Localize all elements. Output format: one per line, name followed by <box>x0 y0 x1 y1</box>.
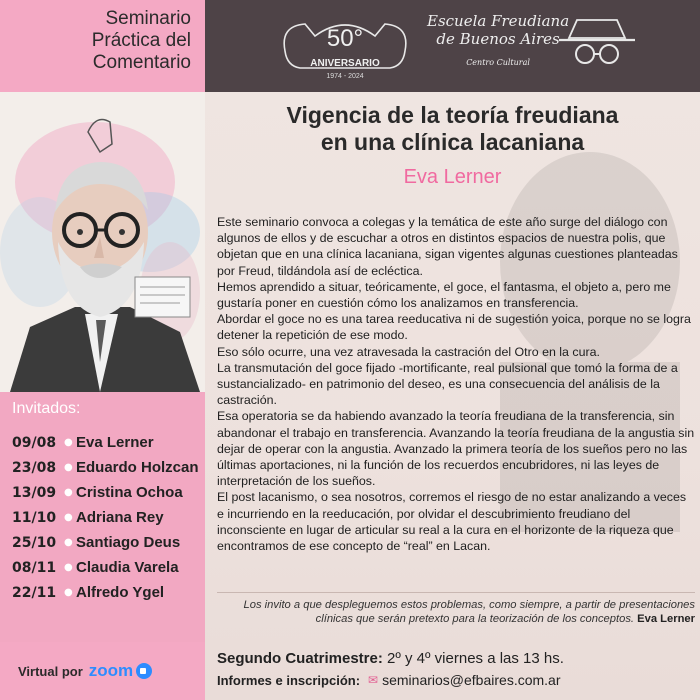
freud-portrait-illustration <box>0 92 205 392</box>
hat-glasses-icon <box>557 14 637 74</box>
seminar-title-line-3: Comentario <box>92 52 191 73</box>
divider <box>217 592 695 593</box>
guest-name: Santiago Deus <box>76 534 181 551</box>
guest-row <box>12 555 202 580</box>
paragraph: Esa operatoria se da habiendo avanzado la teoría freudiana de la transferencia, sin abandonar el trabajo en transferencia. Avanzando la teoría freudiana de la angustia sin dejar de operar con la angustia. Avanzado la primera teoría de los sueños pero no las últimas aportaciones, ni la función de los recuerdos encubridores, ni las leyes de interpretación de los sueños. <box>217 409 695 489</box>
author-name: Eva Lerner <box>403 166 502 188</box>
seminar-title-line-2: Práctica del <box>91 30 191 51</box>
anniversary-logo <box>275 6 415 86</box>
left-column <box>0 0 205 700</box>
guest-name: Eva Lerner <box>76 434 154 451</box>
mail-icon: ✉ <box>368 673 379 687</box>
guest-date: 22/11 <box>12 584 57 601</box>
school-line-2: de Buenos Aires <box>436 30 560 48</box>
paragraph: Este seminario convoca a colegas y la temática de este año surge del diálogo con algunos de ellos y de escuchar a otros en distintos espacios de nuestra polis, que objetan que en una clínica lacaniana, sigan vigentes algunas cuestiones planteadas por Freud, tildándola así de ecléctica. <box>217 215 678 278</box>
guest-name: Cristina Ochoa <box>76 484 183 501</box>
school-line-3: Centro Cultural <box>466 58 530 67</box>
anniversary-years: 1974 - 2024 <box>326 73 364 80</box>
seminar-title-line-1: Seminario <box>105 8 191 29</box>
paragraph: La transmutación del goce fijado -mortificante, real pulsional que tomó la forma de a sustancializado- en patrimonio del deseo, es una consecuencia del análisis de la castración. <box>217 360 678 408</box>
guest-date: 25/10 <box>12 534 57 551</box>
invite-signature: Eva Lerner <box>637 613 695 625</box>
guest-row <box>12 530 202 555</box>
guest-date: 23/08 <box>12 459 57 476</box>
paragraph: Hemos aprendido a situar, teóricamente, el goce, el fantasma, el objeto a, pero me gustaría poner en cuestión cómo los analizamos en transferencia. <box>217 279 671 311</box>
guests-title: Invitados: <box>12 400 81 417</box>
header-bar <box>205 0 700 92</box>
bullet-icon: ● <box>64 537 73 548</box>
inscription-info <box>217 672 695 688</box>
guest-name: Adriana Rey <box>76 509 164 526</box>
bullet-icon: ● <box>64 512 73 523</box>
bullet-icon: ● <box>64 487 73 498</box>
description-text <box>217 214 695 554</box>
semester-label: Segundo Cuatrimestre: <box>217 650 383 667</box>
title-line-2: en una clínica lacaniana <box>320 129 585 155</box>
guest-date: 09/08 <box>12 434 57 451</box>
guest-list <box>12 430 202 605</box>
semester-value: 2º y 4º viernes a las 13 hs. <box>387 650 564 667</box>
zoom-logo: zoom <box>88 661 134 680</box>
virtual-zoom-info <box>0 642 205 700</box>
guest-date: 13/09 <box>12 484 57 501</box>
guest-row <box>12 480 202 505</box>
guest-name: Alfredo Ygel <box>76 584 165 601</box>
paragraph: El post lacanismo, o sea nosotros, corremos el riesgo de no estar analizando a veces e incurriendo en la reeducación, por olvidar el descubrimiento freudiano del inconsciente en lugar de articular su real a la cura en el horizonte de la riqueza que encontramos de ese concepto de “real” en Lacan. <box>217 490 687 554</box>
paragraph: Eso sólo ocurre, una vez atravesada la castración del Otro en la cura. <box>217 344 600 359</box>
guests-panel <box>0 392 205 642</box>
guest-name: Eduardo Holzcan <box>76 459 199 476</box>
virtual-label: Virtual por <box>18 663 83 679</box>
zoom-camera-icon <box>136 663 152 679</box>
guest-row <box>12 455 202 480</box>
bullet-icon: ● <box>64 462 73 473</box>
page-title <box>205 102 700 156</box>
guest-row <box>12 505 202 530</box>
invite-text: Los invito a que despleguemos estos problemas, como siempre, a partir de presentaciones clínicas que serán pretexto para la teorización de los conceptos. <box>243 599 695 625</box>
guest-name: Claudia Varela <box>76 559 179 576</box>
bullet-icon: ● <box>64 587 73 598</box>
anniversary-label: ANIVERSARIO <box>310 58 380 69</box>
main-content <box>205 92 700 700</box>
inscription-label: Informes e inscripción: <box>217 672 361 688</box>
email-address[interactable]: seminarios@efbaires.com.ar <box>382 672 561 688</box>
invite-note <box>217 598 695 626</box>
title-line-1: Vigencia de la teoría freudiana <box>286 102 619 128</box>
guest-date: 08/11 <box>12 559 57 576</box>
schedule-info <box>217 650 695 667</box>
seminar-title <box>0 8 205 74</box>
portrait-svg <box>0 92 205 392</box>
guest-row <box>12 430 202 455</box>
bullet-icon: ● <box>64 437 73 448</box>
bullet-icon: ● <box>64 562 73 573</box>
school-name <box>427 12 569 72</box>
guest-date: 11/10 <box>12 509 57 526</box>
school-line-1: Escuela Freudiana <box>427 12 570 30</box>
guest-row <box>12 580 202 605</box>
paragraph: Abordar el goce no es una tarea reeducativa ni de sugestión yoica, porque no se logra detener la repetición de ese modo. <box>217 312 691 343</box>
anniversary-number: 50° <box>326 25 364 52</box>
